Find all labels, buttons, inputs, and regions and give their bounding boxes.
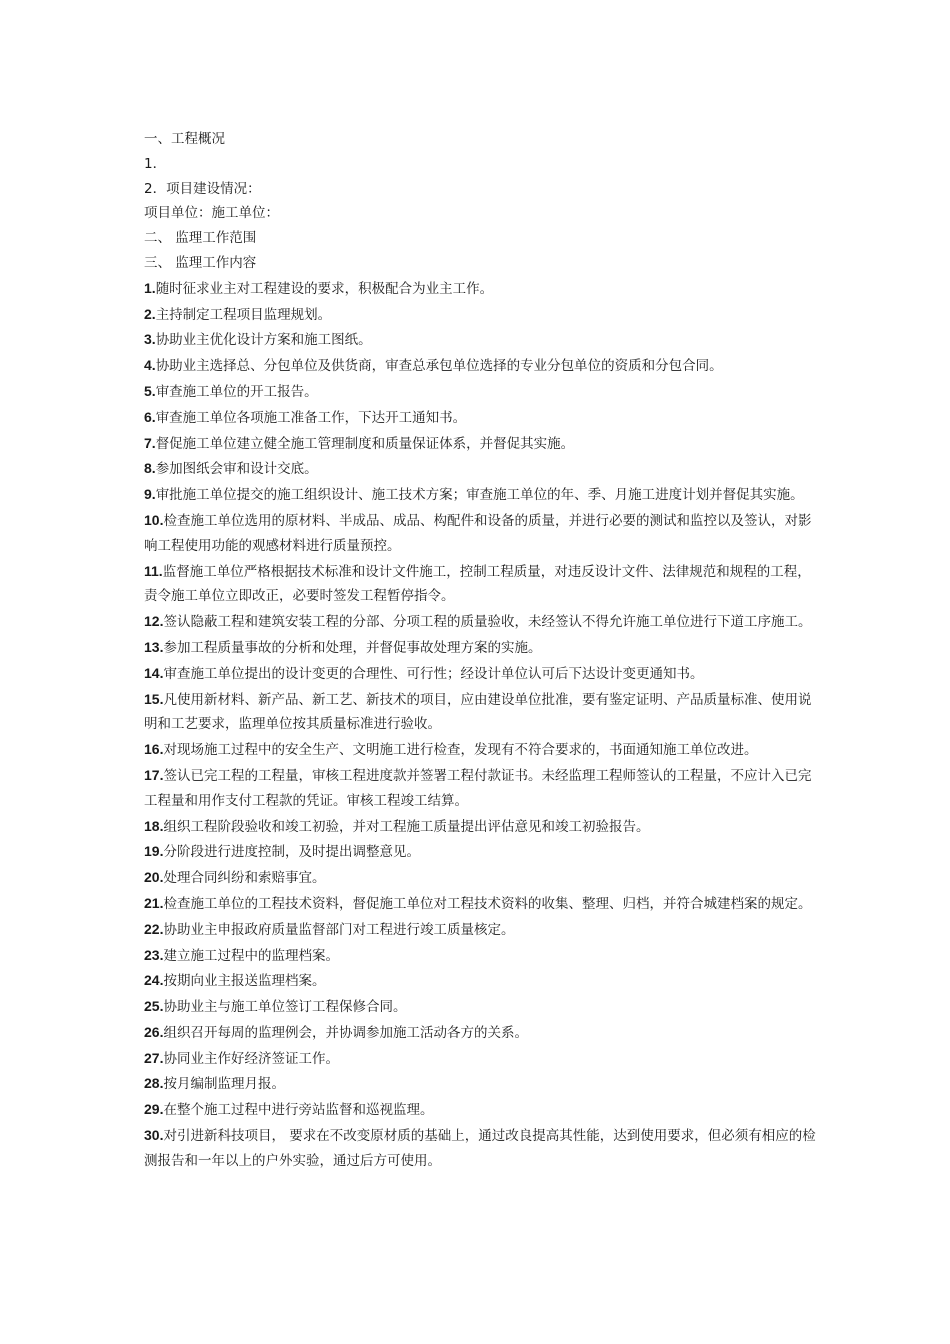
item-number: 25. [144, 998, 164, 1015]
list-item [144, 559, 824, 610]
item-number: 13. [144, 638, 164, 655]
item-text: 审查施工单位提出的设计变更的合理性、可行性；经设计单位认可后下达设计变更通知书。 [163, 665, 704, 682]
item-number: 3. [144, 331, 156, 348]
list-item [144, 327, 824, 353]
list-item [144, 763, 824, 814]
item-number: 15. [144, 690, 164, 707]
item-number: 11. [144, 562, 163, 579]
item-text: 对引进新科技项目， 要求在不改变原材质的基础上，通过改良提高其性能，达到使用要求，但必须有相应的检测报告和一年以上的户外实验，通过后方可使用。 [144, 1128, 816, 1169]
item-number: 7. [144, 434, 156, 451]
item-text: 参加工程质量事故的分析和处理，并督促事故处理方案的实施。 [163, 639, 542, 656]
item-number: 20. [144, 869, 164, 886]
item-number: 17. [144, 766, 164, 783]
list-item [144, 508, 824, 559]
item-text: 对现场施工过程中的安全生产、文明施工进行检查，发现有不符合要求的，书面通知施工单位改进。 [163, 742, 758, 759]
item-number: 30. [144, 1127, 164, 1144]
item-text: 签认已完工程的工程量，审核工程进度款并签署工程付款证书。未经监理工程师签认的工程量，不应计入已完工程量和用作支付工程款的凭证。审核工程竣工结算。 [144, 767, 812, 809]
item-text: 检查施工单位选用的原材料、半成品、成品、构配件和设备的质量，并进行必要的测试和监控以及签认，对影响工程使用功能的观感材料进行质量预控。 [144, 512, 812, 554]
list-item [144, 737, 824, 763]
item-number: 2. [144, 305, 156, 322]
item-text: 主持制定工程项目监理规划。 [155, 306, 332, 323]
list-item [144, 482, 824, 508]
list-item [144, 1123, 824, 1174]
list-item [144, 431, 824, 457]
item-number: 9. [144, 486, 156, 503]
item-number: 16. [144, 741, 164, 758]
list-item [144, 635, 824, 661]
item-text: 参加图纸会审和设计交底。 [155, 461, 318, 478]
item-text: 在整个施工过程中进行旁站监督和巡视监理。 [163, 1102, 434, 1119]
item-text: 随时征求业主对工程建设的要求，积极配合为业主工作。 [155, 280, 494, 297]
section-heading-content: 三、 监理工作内容 [144, 254, 257, 271]
item-number: 8. [144, 460, 156, 477]
item-number: 12. [144, 613, 164, 630]
item-text: 凡使用新材料、新产品、新工艺、新技术的项目，应由建设单位批准，要有鉴定证明、产品质量标准、使用说明和工艺要求，监理单位按其质量标准进行验收。 [144, 691, 812, 733]
item-text: 协助业主与施工单位签订工程保修合同。 [163, 999, 407, 1016]
item-text: 组织工程阶段验收和竣工初验，并对工程施工质量提出评估意见和竣工初验报告。 [163, 818, 650, 835]
item-number: 29. [144, 1101, 164, 1118]
section-heading-scope: 二、 监理工作范围 [144, 230, 257, 247]
list-item [144, 968, 824, 994]
list-item [144, 1071, 824, 1097]
item-number: 24. [144, 972, 164, 989]
list-item [144, 839, 824, 865]
list-item [144, 891, 824, 917]
section-heading-overview: 一、工程概况 [144, 131, 225, 147]
item-text: 检查施工单位的工程技术资料，督促施工单位对工程技术资料的收集、整理、归档，并符合城建档案的规定。 [163, 895, 812, 912]
item-number: 23. [144, 946, 164, 963]
list-item [144, 865, 824, 891]
item-text: 按月编制监理月报。 [163, 1076, 285, 1093]
list-item [144, 994, 824, 1020]
item-text: 处理合同纠纷和索赔事宜。 [163, 870, 326, 887]
item-text: 协助业主申报政府质量监督部门对工程进行竣工质量核定。 [163, 921, 515, 938]
item-text: 签认隐蔽工程和建筑安装工程的分部、分项工程的质量验收，未经签认不得允许施工单位进行下道工序施工。 [163, 614, 812, 631]
list-item [144, 917, 824, 943]
list-item [144, 687, 824, 738]
item-text: 协同业主作好经济签证工作。 [163, 1050, 339, 1067]
list-item [144, 661, 824, 687]
list-item [144, 405, 824, 431]
item-number: 18. [144, 817, 164, 834]
item-number: 19. [144, 843, 164, 860]
units-line: 项目单位：施工单位： [144, 205, 279, 222]
item-number: 14. [144, 664, 164, 681]
list-item [144, 1020, 824, 1046]
item-number: 1. [144, 279, 156, 296]
content-list [144, 276, 824, 1174]
item-number: 10. [144, 511, 164, 528]
item-text: 督促施工单位建立健全施工管理制度和质量保证体系，并督促其实施。 [155, 435, 575, 452]
item-text: 审批施工单位提交的施工组织设计、施工技术方案；审查施工单位的年、季、月施工进度计划并督促其实施。 [155, 487, 804, 504]
overview-item-1: 1． [144, 155, 167, 172]
item-number: 21. [144, 894, 164, 911]
list-item [144, 379, 824, 405]
item-text: 分阶段进行进度控制，及时提出调整意见。 [163, 844, 420, 861]
item-text: 建立施工过程中的监理档案。 [163, 947, 339, 964]
list-item [144, 609, 824, 635]
item-number: 27. [144, 1049, 164, 1066]
overview-item-2: 2．项目建设情况： [144, 180, 261, 197]
item-text: 审查施工单位的开工报告。 [155, 383, 318, 400]
item-number: 26. [144, 1023, 164, 1040]
item-text: 协助业主优化设计方案和施工图纸。 [155, 332, 372, 349]
list-item [144, 353, 824, 379]
list-item [144, 456, 824, 482]
item-text: 组织召开每周的监理例会，并协调参加施工活动各方的关系。 [163, 1024, 528, 1041]
item-number: 28. [144, 1075, 164, 1092]
item-number: 4. [144, 357, 156, 374]
list-item [144, 1046, 824, 1072]
list-item [144, 943, 824, 969]
item-text: 审查施工单位各项施工准备工作，下达开工通知书。 [155, 409, 467, 426]
item-number: 6. [144, 408, 156, 425]
list-item [144, 814, 824, 840]
list-item [144, 276, 824, 302]
document-body [144, 127, 824, 1174]
list-item [144, 1097, 824, 1123]
item-text: 监督施工单位严格根据技术标准和设计文件施工，控制工程质量，对违反设计文件、法律规范和规程的工程，责令施工单位立即改正，必要时签发工程暂停指令。 [144, 563, 811, 605]
list-item [144, 302, 824, 328]
item-number: 22. [144, 920, 164, 937]
item-text: 协助业主选择总、分包单位及供货商，审查总承包单位选择的专业分包单位的资质和分包合同。 [155, 358, 723, 375]
item-number: 5. [144, 382, 156, 399]
item-text: 按期向业主报送监理档案。 [163, 973, 326, 990]
